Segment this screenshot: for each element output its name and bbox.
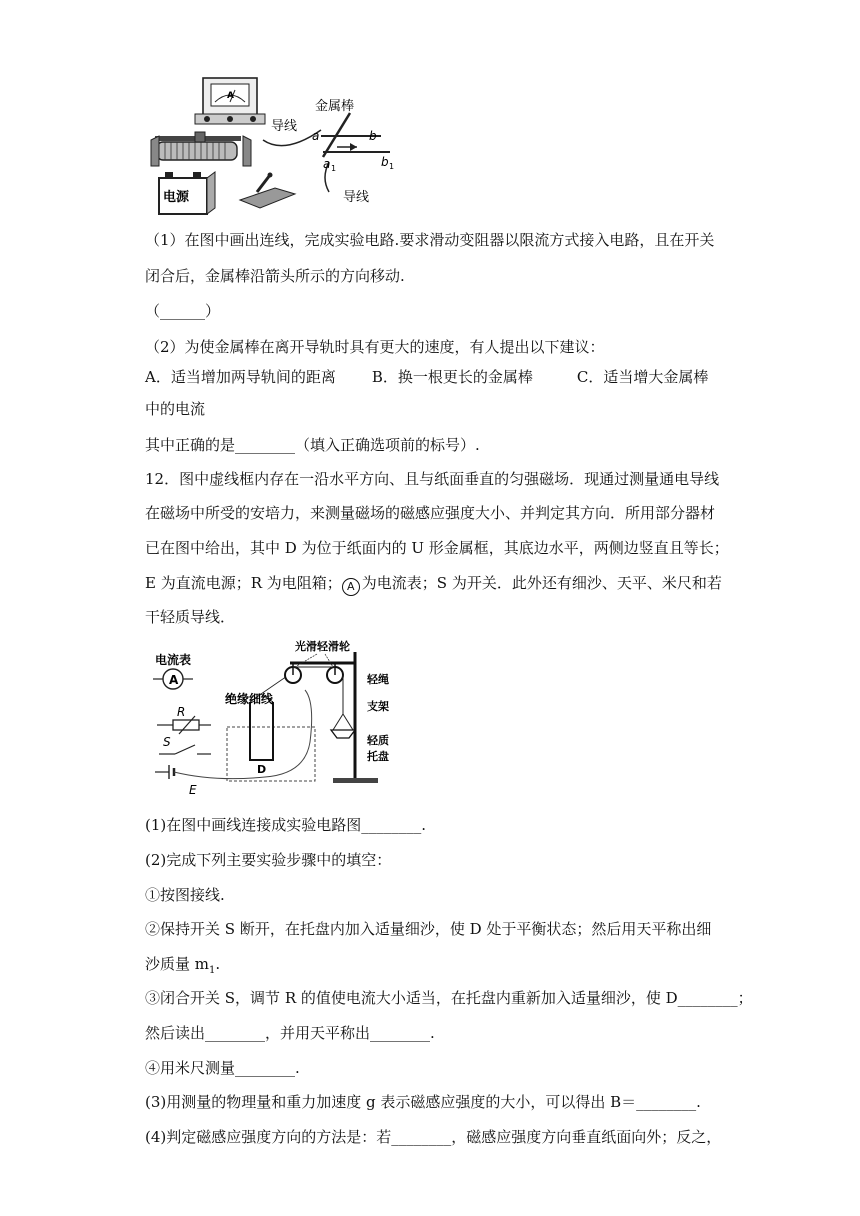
q12-step2-line2: 沙质量 $m_1$. [145, 955, 221, 976]
option-b: B．换一根更长的金属棒 [371, 368, 533, 386]
switch-icon [240, 173, 295, 209]
svg-text:A: A [227, 91, 234, 101]
q11-part2-line1: （2）为使金属棒在离开导轨时具有更大的速度，有人提出以下建议： [145, 338, 605, 356]
svg-text:a: a [312, 129, 320, 143]
q12-intro-line2: 在磁场中所受的安培力，来测量磁场的磁感应强度大小、并判定其方向．所用部分器材 [145, 504, 716, 522]
tray-icon [331, 730, 355, 738]
figure-rail-apparatus [145, 70, 405, 220]
svg-text:1: 1 [331, 164, 337, 173]
q12-step1: ①按图接线. [145, 886, 225, 904]
power-supply-icon [159, 172, 215, 214]
metal-rod-label: 金属棒 [315, 99, 355, 114]
figure-balance-apparatus [145, 632, 410, 802]
stand-label: 支架 [367, 700, 389, 713]
wire-label-top: 导线 [271, 119, 298, 134]
q12-step4: ④用米尺测量________. [145, 1059, 300, 1077]
resistor-icon [173, 720, 199, 730]
q12-intro-line4: E 为直流电源；R 为电阻箱； A 为电流表；S 为开关．此外还有细沙、天平、米尺和若 [145, 573, 722, 596]
svg-text:b: b [381, 155, 389, 169]
option-c-continued: 中的电流 [145, 400, 206, 418]
q12-step2-line1: ②保持开关 S 断开，在托盘内加入适量细沙，使 D 处于平衡状态；然后用天平称出细 [145, 920, 712, 938]
svg-text:R: R [177, 705, 186, 719]
svg-text:D: D [257, 763, 267, 776]
q12-intro-line1: 12．图中虚线框内存在一沿水平方向、且与纸面垂直的匀强磁场．现通过测量通电导线 [145, 470, 720, 488]
pulley-label: 光滑轻滑轮 [295, 640, 350, 653]
tray-label-1: 轻质 [367, 734, 389, 747]
u-frame-d [250, 702, 273, 760]
insulated-thread-label: 绝缘细线 [225, 692, 274, 706]
q11-options [145, 367, 708, 387]
switch-symbol-icon [175, 745, 195, 754]
q12-step3-line2: 然后读出________，并用天平称出________. [145, 1024, 435, 1042]
tray-label-2: 托盘 [367, 750, 389, 763]
magnetic-field-region [227, 727, 315, 781]
ammeter-icon [195, 78, 265, 124]
svg-text:S: S [163, 735, 171, 749]
svg-text:b: b [369, 129, 377, 143]
q12-step3-line1: ③闭合开关 S，调节 R 的值使电流大小适当，在托盘内重新加入适量细沙，使 D________； [145, 989, 753, 1007]
q12-sub4: (4)判定磁感应强度方向的方法是：若________，磁感应强度方向垂直纸面向外；反之， [145, 1128, 722, 1146]
q12-sub1: (1)在图中画线连接成实验电路图________. [145, 816, 427, 834]
q11-part1-line1: （1）在图中画出连线，完成实验电路.要求滑动变阻器以限流方式接入电路，且在开关 [145, 231, 715, 249]
rope-label: 轻绳 [367, 673, 389, 686]
q12-intro-line5: 干轻质导线． [145, 608, 236, 626]
wire-label-bottom: 导线 [343, 190, 370, 205]
q11-part1-line2: 闭合后，金属棒沿箭头所示的方向移动. [145, 267, 405, 285]
svg-text:E: E [189, 783, 197, 797]
power-label: 电源 [163, 190, 190, 205]
option-c: C．适当增大金属棒 [576, 368, 709, 386]
svg-text:A: A [169, 673, 179, 687]
svg-text:a: a [323, 157, 331, 171]
q12-sub2: (2)完成下列主要实验步骤中的填空： [145, 851, 392, 869]
rheostat-icon [151, 132, 251, 166]
option-a: A．适当增加两导轨间的距离 [145, 368, 336, 386]
ammeter-label: 电流表 [155, 653, 192, 667]
q12-intro-line3: 已在图中给出，其中 D 为位于纸面内的 U 形金属框，其底边水平，两侧边竖直且等长； [145, 539, 729, 557]
ammeter-symbol: A [342, 578, 360, 596]
q11-part1-blank: （______） [145, 302, 221, 320]
q12-sub3: (3)用测量的物理量和重力加速度 g 表示磁感应强度的大小，可以得出 B＝________. [145, 1093, 701, 1111]
svg-text:1: 1 [389, 162, 395, 171]
q11-answer-line: 其中正确的是________（填入正确选项前的标号）. [145, 436, 480, 454]
